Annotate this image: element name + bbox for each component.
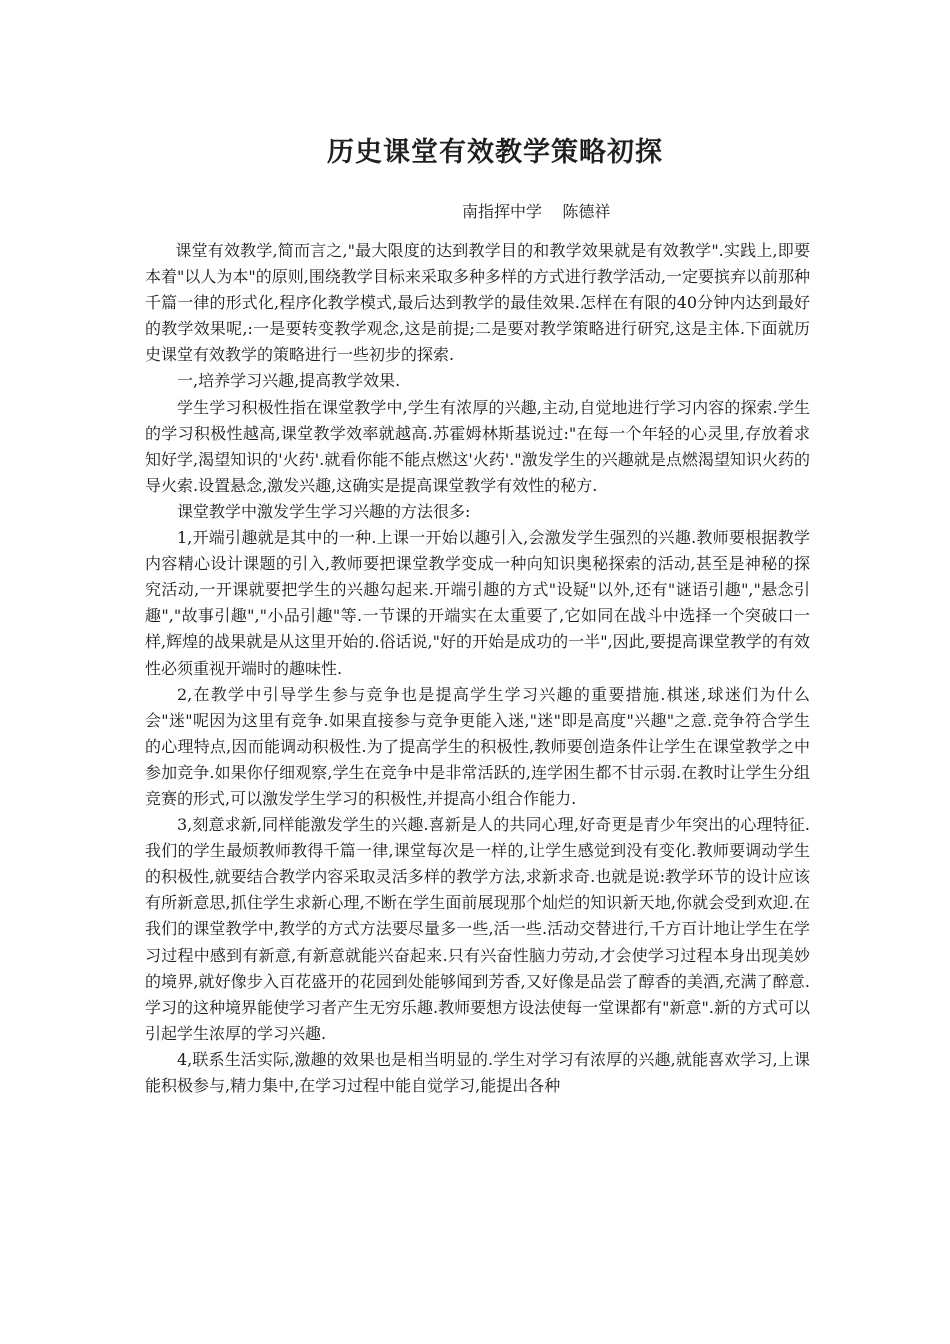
paragraph-method-4: 4,联系生活实际,激趣的效果也是相当明显的.学生对学习有浓厚的兴趣,就能喜欢学习,上课能积极参与,精力集中,在学习过程中能自觉学习,能提出各种 xyxy=(145,1049,810,1095)
author-line: 南指挥中学 陈德祥 xyxy=(462,202,611,221)
paragraph-interest: 学生学习积极性指在课堂教学中,学生有浓厚的兴趣,主动,自觉地进行学习内容的探索.学生的学习积极性越高,课堂教学效率就越高.苏霍姆林斯基说过:"在每一个年轻的心灵里,存放着求知好学,渴望知识的'火药'.就看你能不能点燃这'火药'."激发学生的兴趣就是点燃渴望知识火药的导火索.设置悬念,激发兴趣,这确实是提高课堂教学有效性的秘方. xyxy=(145,397,810,495)
paragraph-intro: 课堂有效教学,简而言之,"最大限度的达到教学目的和教学效果就是有效教学".实践上,即要本着"以人为本"的原则,围绕教学目标来采取多种多样的方式进行教学活动,一定要摈弃以前那种千篇一律的形式化,程序化教学模式,最后达到教学的最佳效果.怎样在有限的40分钟内达到最好的教学效果呢,:一是要转变教学观念,这是前提;二是要对教学策略进行研究,这是主体.下面就历史课堂有效教学的策略进行一些初步的探索. xyxy=(145,241,810,365)
document-title: 历史课堂有效教学策略初探 xyxy=(327,137,663,168)
paragraph-method-2: 2,在教学中引导学生参与竞争也是提高学生学习兴趣的重要措施.棋迷,球迷们为什么会"迷"呢因为这里有竞争.如果直接参与竞争更能入迷,"迷"即是高度"兴趣"之意.竞争符合学生的心理特点,因而能调动积极性.为了提高学生的积极性,教师要创造条件让学生在课堂教学之中参加竞争.如果你仔细观察,学生在竞争中是非常活跃的,连学困生都不甘示弱.在教时让学生分组竞赛的形式,可以激发学生学习的积极性,并提高小组合作能力. xyxy=(145,684,810,808)
paragraph-method-3: 3,刻意求新,同样能激发学生的兴趣.喜新是人的共同心理,好奇更是青少年突出的心理特征.我们的学生最烦教师教得千篇一律,课堂每次是一样的,让学生感觉到没有变化.教师要调动学生的积极性,就要结合教学内容采取灵活多样的教学方法,求新求奇.也就是说:教学环节的设计应该有所新意思,抓住学生求新心理,不断在学生面前展现那个灿烂的知识新天地,你就会受到欢迎.在我们的课堂教学中,教学的方式方法要尽量多一些,活一些.活动交替进行,千方百计地让学生在学习过程中感到有新意,有新意就能兴奋起来.只有兴奋性脑力劳动,才会使学习过程本身出现美妙的境界,就好像步入百花盛开的花园到处能够闻到芳香,又好像是品尝了醇香的美酒,充满了醉意.学习的这种境界能使学习者产生无穷乐趣.教师要想方设法使每一堂课都有"新意".新的方式可以引起学生浓厚的学习兴趣. xyxy=(145,815,810,1043)
paragraph-method-1: 1,开端引趣就是其中的一种.上课一开始以趣引入,会激发学生强烈的兴趣.教师要根据教学内容精心设计课题的引入,教师要把课堂教学变成一种向知识奥秘探索的活动,甚至是神秘的探究活动,一开课就要把学生的兴趣勾起来.开端引趣的方式"设疑"以外,还有"谜语引趣","悬念引趣","故事引趣","小品引趣"等.一节课的开端实在太重要了,它如同在战斗中选择一个突破口一样,辉煌的战果就是从这里开始的.俗话说,"好的开始是成功的一半",因此,要提高课堂教学的有效性必须重视开端时的趣味性. xyxy=(145,528,810,678)
document-body xyxy=(145,238,810,1099)
section-heading-1: 一,培养学习兴趣,提高教学效果. xyxy=(177,371,401,391)
paragraph-methods-intro: 课堂教学中激发学生学习兴趣的方法很多: xyxy=(177,501,471,521)
